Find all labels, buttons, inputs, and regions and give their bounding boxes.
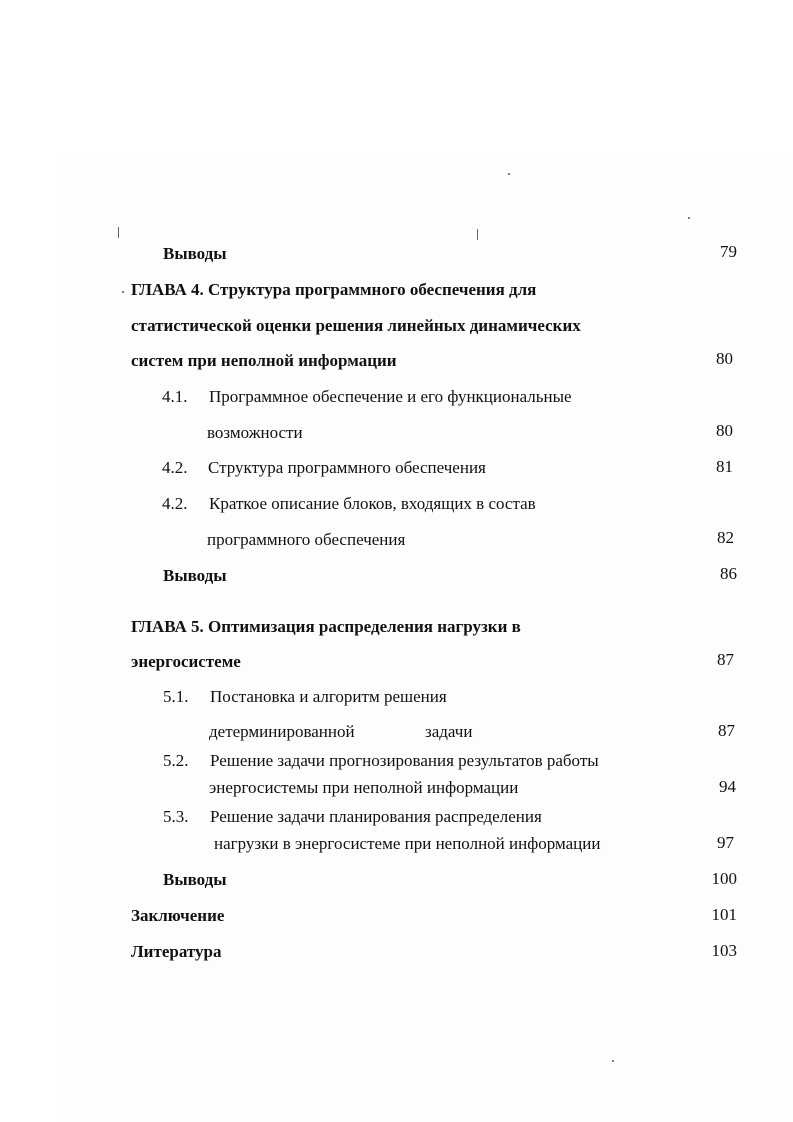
toc-page-number: 87 — [718, 721, 735, 740]
toc-page-number: 103 — [711, 941, 737, 960]
toc-page-number: 100 — [711, 869, 737, 888]
toc-chapter4-title-line3: систем при неполной информации — [131, 351, 397, 370]
toc-conclusions-label: Выводы — [163, 244, 227, 263]
toc-section-title-line2: энергосистемы при неполной информации — [209, 778, 519, 797]
toc-section-title-line1: Структура программного обеспечения — [208, 458, 486, 477]
scan-background — [58, 158, 793, 1122]
toc-section-title-line1: Решение задачи планирования распределения — [210, 807, 542, 826]
toc-chapter5-title-line2: энергосистеме — [131, 652, 241, 671]
toc-page-number: 94 — [719, 777, 736, 796]
toc-section-title-line2: программного обеспечения — [207, 530, 406, 549]
toc-section-title-line2: возможности — [207, 423, 303, 442]
scan-speck — [122, 291, 124, 293]
toc-section-title-line2: нагрузки в энергосистеме при неполной информации — [214, 834, 601, 853]
scan-mark: ǀ — [476, 227, 480, 244]
toc-section-number: 4.2. — [162, 494, 188, 513]
toc-page-number: 101 — [711, 905, 737, 924]
toc-summary-label: Заключение — [131, 906, 225, 925]
toc-page-number: 81 — [716, 457, 733, 476]
toc-page-number: 86 — [720, 564, 737, 583]
toc-section-number: 5.1. — [163, 687, 189, 706]
toc-page-number: 87 — [717, 650, 734, 669]
toc-page-number: 79 — [720, 242, 737, 261]
toc-page-number: 80 — [716, 421, 733, 440]
toc-chapter5-title-line1: ГЛАВА 5. Оптимизация распределения нагрузки в — [131, 617, 521, 636]
toc-section-title-line1: Решение задачи прогнозирования результатов работы — [210, 751, 599, 770]
toc-section-title-line1: Краткое описание блоков, входящих в состав — [209, 494, 536, 513]
scan-speck — [688, 217, 690, 219]
toc-section-number: 5.2. — [163, 751, 189, 770]
toc-section-title-line2b: задачи — [425, 722, 473, 741]
toc-conclusions-label: Выводы — [163, 566, 227, 585]
scan-mark: ǀ — [117, 225, 121, 242]
toc-conclusions-label: Выводы — [163, 870, 227, 889]
toc-references-label: Литература — [131, 942, 222, 961]
toc-section-number: 4.2. — [162, 458, 188, 477]
toc-section-title-line1: Постановка и алгоритм решения — [210, 687, 447, 706]
toc-chapter4-title-line2: статистической оценки решения линейных динамических — [131, 316, 581, 335]
scan-speck — [508, 173, 510, 175]
toc-section-number: 4.1. — [162, 387, 188, 406]
toc-chapter4-title-line1: ГЛАВА 4. Структура программного обеспечения для — [131, 280, 537, 299]
toc-section-title-line1: Программное обеспечение и его функциональные — [209, 387, 572, 406]
scan-speck — [612, 1060, 614, 1062]
toc-page-number: 97 — [717, 833, 734, 852]
toc-section-title-line2a: детерминированной — [209, 722, 355, 741]
toc-section-number: 5.3. — [163, 807, 189, 826]
toc-page-number: 82 — [717, 528, 734, 547]
toc-page-number: 80 — [716, 349, 733, 368]
